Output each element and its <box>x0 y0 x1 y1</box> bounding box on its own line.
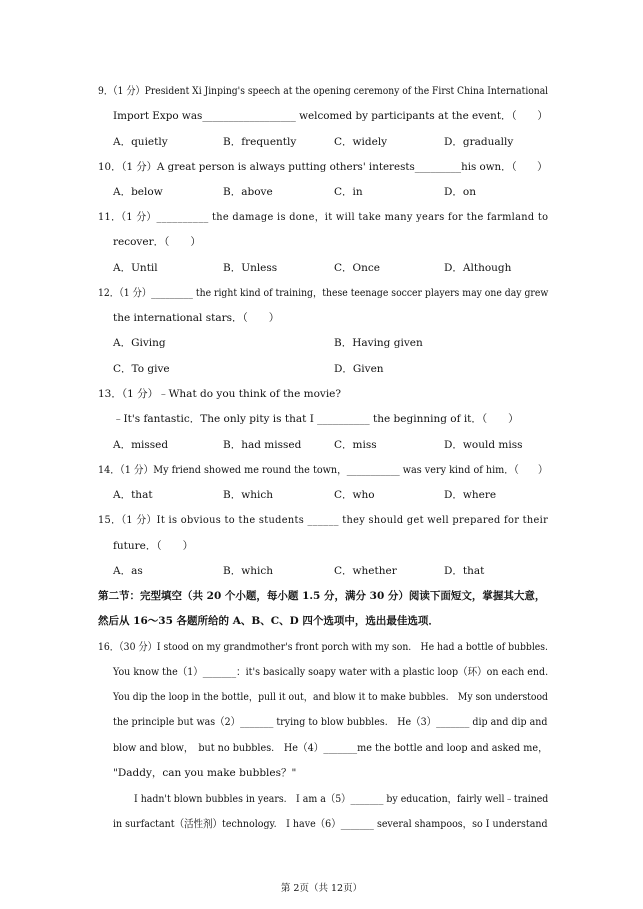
question-11-option-c: C．Once <box>334 262 380 274</box>
page-footer: 第 2页（共 12页） <box>280 883 363 894</box>
question-13-line-1: 13．（1 分）﹣What do you think of the movie? <box>98 388 342 400</box>
question-10-option-c: C．in <box>334 186 363 198</box>
question-14-option-d: D．where <box>444 489 497 501</box>
section-heading-line-2: 然后从 16～35 各题所给的 A、B、C、D 四个选项中，选出最佳选项． <box>98 615 439 627</box>
question-10-line-1: 10．（1 分）A great person is always putting others' interests_________his own．（ ） <box>98 161 548 173</box>
question-9-line-1: 9．（1 分）President Xi Jinping's speech at the opening ceremony of the First China International <box>98 85 549 97</box>
question-11-line-1: 11．（1 分）__________ the damage is done，it will take many years for the farmland to <box>98 211 549 223</box>
passage-line-5: blow and blow， but no bubbles. He（4）_______me the bottle and loop and asked me， <box>113 742 548 754</box>
question-13-option-c: C．miss <box>334 439 377 451</box>
question-15-option-a: A．as <box>113 565 143 577</box>
question-14-option-b: B．which <box>223 489 273 501</box>
passage-line-2: You know the（1）_______：it's basically soapy water with a plastic loop（环）on each end. <box>113 666 549 678</box>
question-10-option-a: A．below <box>113 186 163 198</box>
passage-line-6: "Daddy，can you make bubbles？" <box>113 767 297 779</box>
question-15-line-1: 15．（1 分）It is obvious to the students ______ they should get well prepared for their <box>98 514 549 526</box>
question-13-option-d: D．would miss <box>444 439 523 451</box>
question-9-option-a: A．quietly <box>113 136 168 148</box>
question-11-option-b: B．Unless <box>223 262 278 274</box>
question-9-option-d: D．gradually <box>444 136 514 148</box>
passage-line-3: You dip the loop in the bottle，pull it out，and blow it to make bubbles. My son understood <box>113 691 548 703</box>
question-9-line-2: Import Expo was__________________ welcomed by participants at the event．（ ） <box>113 110 548 122</box>
question-13-option-b: B．had missed <box>223 439 302 451</box>
question-13-line-2: ﹣It's fantastic．The only pity is that I __________ the beginning of it．（ ） <box>113 413 519 425</box>
question-9-option-c: C．widely <box>334 136 388 148</box>
question-11-option-a: A．Until <box>113 262 158 274</box>
question-12-option-d: D．Given <box>334 363 384 375</box>
question-12-option-c: C．To give <box>113 363 170 375</box>
section-heading-line-1: 第二节：完型填空（共 20 个小题，每小题 1.5 分，满分 30 分）阅读下面短文，掌握其大意， <box>98 590 546 602</box>
question-15-option-d: D．that <box>444 565 485 577</box>
question-12-line-1: 12．（1 分）_________ the right kind of training，these teenage soccer players may one day grew <box>98 287 549 299</box>
question-15-option-b: B．which <box>223 565 273 577</box>
question-11-option-d: D．Although <box>444 262 512 274</box>
passage-line-8: in surfactant（活性剂）technology. I have（6）_______ several shampoos，so I understand <box>113 818 548 830</box>
question-12-line-2: the international stars．（ ） <box>113 312 280 324</box>
question-14-option-a: A．that <box>113 489 153 501</box>
question-14-line-1: 14．（1 分）My friend showed me round the town，___________ was very kind of him．（ ） <box>98 464 548 476</box>
question-10-option-d: D．on <box>444 186 477 198</box>
question-14-option-c: C．who <box>334 489 375 501</box>
question-9-option-b: B．frequently <box>223 136 297 148</box>
question-15-line-2: future．（ ） <box>113 540 194 552</box>
question-12-option-b: B．Having given <box>334 337 423 349</box>
question-11-line-2: recover．（ ） <box>113 236 201 248</box>
passage-line-1: 16．（30 分）I stood on my grandmother's front porch with my son. He had a bottle of bubbles. <box>98 641 548 653</box>
question-10-option-b: B．above <box>223 186 273 198</box>
passage-line-4: the principle but was（2）_______ trying to blow bubbles. He（3）_______ dip and dip and <box>113 716 548 728</box>
question-12-option-a: A．Giving <box>113 337 166 349</box>
question-13-option-a: A．missed <box>113 439 169 451</box>
question-15-option-c: C．whether <box>334 565 397 577</box>
passage-line-7: I hadn't blown bubbles in years. I am a（5）_______ by education，fairly well﹣trained <box>134 793 549 805</box>
